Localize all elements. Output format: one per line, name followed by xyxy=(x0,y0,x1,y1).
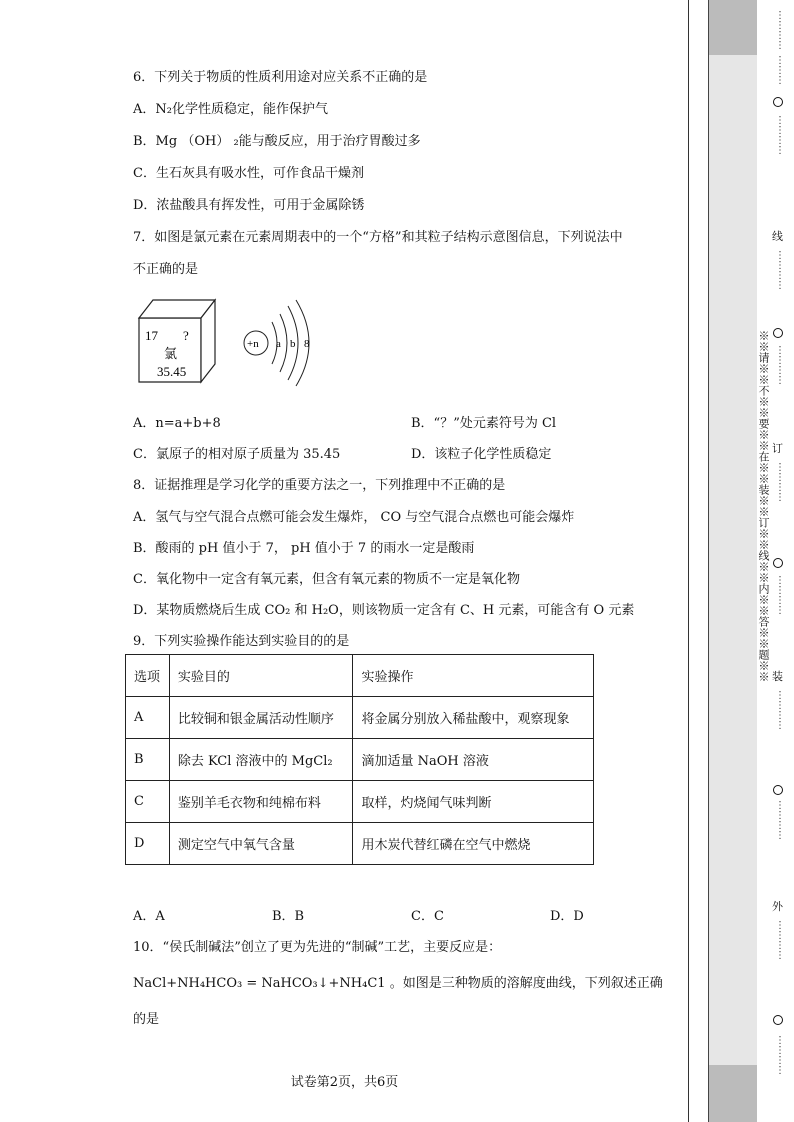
q10-tail: 的是 xyxy=(133,1012,160,1027)
shell-2-electrons: b xyxy=(290,338,296,350)
q9-option-c: C．C xyxy=(411,909,444,924)
q7-option-d: D．该粒子化学性质稳定 xyxy=(411,447,552,462)
table-header-row xyxy=(126,655,594,697)
q8-option-a: A．氢气与空气混合点燃可能会发生爆炸， CO 与空气混合点燃也可能会爆炸 xyxy=(133,510,575,525)
q8-stem: 8．证据推理是学习化学的重要方法之一，下列推理中不正确的是 xyxy=(133,478,506,493)
q7-option-b: B．“？”处元素符号为 Cl xyxy=(411,416,557,431)
table-cell: B xyxy=(126,739,170,781)
page-footer: 试卷第2页，共6页 xyxy=(290,1075,399,1090)
binding-top-shade xyxy=(708,0,757,55)
cube-symbol: ? xyxy=(183,328,189,343)
hole-circle-icon xyxy=(773,785,783,795)
hole-circle-icon xyxy=(773,1015,783,1025)
table-cell: 滴加适量 NaOH 溶液 xyxy=(353,739,594,781)
q6-option-b: B．Mg （OH） ₂能与酸反应，用于治疗胃酸过多 xyxy=(133,134,421,149)
cube-atomic-number: 17 xyxy=(145,328,158,343)
hole-circle-icon xyxy=(773,97,783,107)
mark-xian: 线 xyxy=(772,230,783,243)
q10-stem: 10．“侯氏制碱法”创立了更为先进的“制碱”工艺，主要反应是： xyxy=(133,940,502,955)
q9-option-d: D．D xyxy=(550,909,584,924)
q9-option-a: A．A xyxy=(133,909,165,924)
experiment-table xyxy=(125,654,594,865)
table-cell: A xyxy=(126,697,170,739)
binding-notice-band xyxy=(708,55,757,1065)
q6-option-d: D．浓盐酸具有挥发性，可用于金属除锈 xyxy=(133,198,365,213)
table-cell: 测定空气中氧气含量 xyxy=(169,823,353,865)
table-row xyxy=(126,697,594,739)
binding-notice: ※※请※※不※※要※※在※※装※※订※※线※※内※※答※※题※※ xyxy=(757,330,770,682)
header-cell: 实验操作 xyxy=(353,655,594,697)
table-cell: 用木炭代替红磷在空气中燃烧 xyxy=(353,823,594,865)
table-row xyxy=(126,823,594,865)
table-cell: 鉴别羊毛衣物和纯棉布料 xyxy=(169,781,353,823)
table-row xyxy=(126,781,594,823)
table-cell: 将金属分别放入稀盐酸中，观察现象 xyxy=(353,697,594,739)
q7-option-c: C．氯原子的相对原子质量为 35.45 xyxy=(133,447,341,462)
periodic-table-cell-figure xyxy=(131,296,217,386)
header-cell: 选项 xyxy=(126,655,170,697)
binding-bottom-shade xyxy=(708,1065,757,1122)
cube-element-name: 氯 xyxy=(164,347,178,362)
q6-option-c: C．生石灰具有吸水性，可作食品干燥剂 xyxy=(133,166,364,181)
q7-stem-line2: 不正确的是 xyxy=(133,262,199,277)
shell-3-electrons: 8 xyxy=(304,338,310,350)
q10-equation: NaCl+NH₄HCO₃ = NaHCO₃↓+NH₄C1 。如图是三种物质的溶解度曲线，下列叙述正确 xyxy=(133,976,663,991)
q9-stem: 9．下列实验操作能达到实验目的的是 xyxy=(133,634,350,649)
table-cell: C xyxy=(126,781,170,823)
q7-option-a: A．n=a+b+8 xyxy=(133,416,221,431)
table-cell: 比较铜和银金属活动性顺序 xyxy=(169,697,353,739)
table-cell: D xyxy=(126,823,170,865)
table-cell: 取样，灼烧闻气味判断 xyxy=(353,781,594,823)
table-cell: 除去 KCl 溶液中的 MgCl₂ xyxy=(169,739,353,781)
q6-option-a: A．N₂化学性质稳定，能作保护气 xyxy=(133,102,328,117)
mark-zhuang: 装 xyxy=(772,670,783,683)
q9-option-b: B．B xyxy=(272,909,305,924)
mark-wai: 外 xyxy=(772,900,783,913)
table-row xyxy=(126,739,594,781)
q6-stem: 6．下列关于物质的性质利用途对应关系不正确的是 xyxy=(133,70,428,85)
atom-structure-diagram xyxy=(242,292,322,392)
q8-option-c: C．氧化物中一定含有氧元素，但含有氧元素的物质不一定是氧化物 xyxy=(133,572,520,587)
mark-ding: 订 xyxy=(772,442,783,455)
binding-dotted-line: ⋯⋯⋯⋯ ⋯⋯⋯ ⋯⋯⋯⋯ 线 ⋯⋯⋯⋯ ⋯⋯⋯⋯ 订 ⋯⋯⋯⋯ ⋯⋯⋯⋯ 装 ⋯⋯⋯⋯ ⋯⋯⋯⋯ 外 ⋯⋯⋯⋯ ⋯⋯⋯⋯ xyxy=(772,10,785,1075)
header-cell: 实验目的 xyxy=(169,655,353,697)
q8-option-b: B．酸雨的 pH 值小于 7， pH 值小于 7 的雨水一定是酸雨 xyxy=(133,541,475,556)
nucleus-charge: +n xyxy=(247,338,259,350)
shell-1-electrons: a xyxy=(276,338,281,350)
cube-atomic-mass: 35.45 xyxy=(157,364,187,379)
q8-option-d: D．某物质燃烧后生成 CO₂ 和 H₂O，则该物质一定含有 C、H 元素，可能含有 O 元素 xyxy=(133,603,635,618)
hole-circle-icon xyxy=(773,558,783,568)
hole-circle-icon xyxy=(773,328,783,338)
q7-stem-line1: 7．如图是氯元素在元素周期表中的一个“方格”和其粒子结构示意图信息，下列说法中 xyxy=(133,230,623,245)
